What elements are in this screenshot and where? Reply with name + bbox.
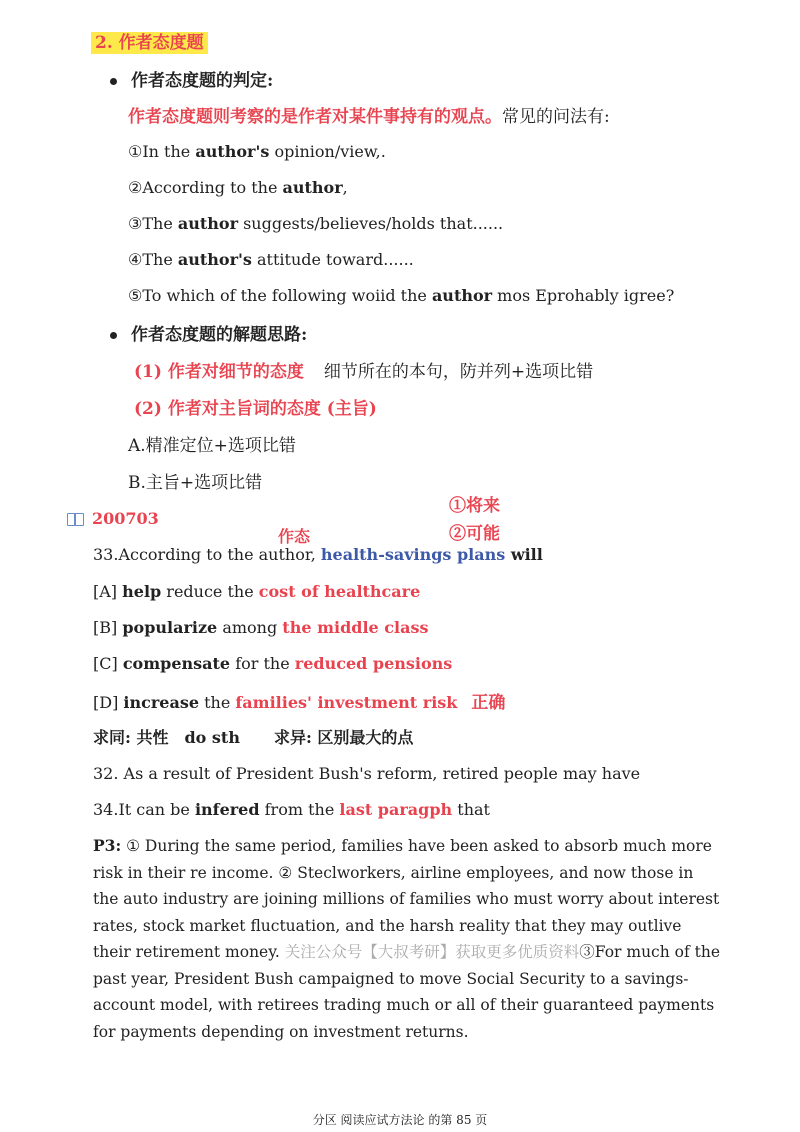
section-title: 2. 作者态度题 xyxy=(91,28,208,53)
question-34: 34.It can be infered from the last paragph that xyxy=(93,800,490,819)
question-form-4: ④The author's attitude toward...... xyxy=(128,250,414,269)
exam-year: 200703 xyxy=(67,509,159,528)
watermark-text: 关注公众号【大叔考研】获取更多优质资料 xyxy=(279,943,580,961)
question-form-1: ①In the author's opinion/view,. xyxy=(128,142,386,161)
question-form-2: ②According to the author, xyxy=(128,178,348,197)
question-form-3: ③The author suggests/believes/holds that...... xyxy=(128,214,504,233)
option-b: [B] popularize among the middle class xyxy=(93,618,429,637)
bullet-icon xyxy=(110,78,117,85)
annotation-author-attitude: 作态 xyxy=(278,527,311,546)
approach-line-2: (2) 作者对主旨词的态度 (主旨) xyxy=(134,399,377,419)
option-a: [A] help reduce the cost of healthcare xyxy=(93,582,421,601)
page-footer: 分区 阅读应试方法论 的第 85 页 xyxy=(312,1113,488,1127)
option-d: [D] increase the families' investment risk 正确 xyxy=(93,693,506,713)
sub-item-a: A.精准定位+选项比错 xyxy=(128,436,296,456)
annotation-future: ①将来 xyxy=(449,496,500,516)
question-32: 32. As a result of President Bush's reform, retired people may have xyxy=(93,764,641,783)
bullet-icon xyxy=(110,332,117,339)
question-form-5: ⑤To which of the following woiid the author mos Eprohably igree? xyxy=(128,286,675,305)
passage-p3: P3: ① During the same period, families have been asked to absorb much more risk in their re income. ② Steclworkers, airline employees, and now those in the auto industry are joining millions of families who must worry about interest rates, stock market fluctuation, and the harsh reality that they may outlive their retirement money. 关注公众号【大叔考研】获取更多优质资料③For much of the past year, President Bush campaigned to move Social Security to a savings-account model, with retirees trading much or all of their guaranteed payments for payments depending on investment returns. xyxy=(93,836,721,1041)
definition-line: 作者态度题则考察的是作者对某件事持有的观点。常见的问法有: xyxy=(128,107,610,127)
book-icon xyxy=(67,513,84,526)
bullet-heading-approach: 作者态度题的解题思路: xyxy=(110,320,307,345)
question-33: 33.According to the author, health-savings plans will xyxy=(93,545,543,564)
annotation-possible: ②可能 xyxy=(449,524,500,544)
correct-tag: 正确 xyxy=(471,693,506,713)
option-c: [C] compensate for the reduced pensions xyxy=(93,654,453,673)
approach-line-1: (1) 作者对细节的态度 细节所在的本句，防并列+选项比错 xyxy=(134,362,594,382)
sub-item-b: B.主旨+选项比错 xyxy=(128,473,263,493)
tip-line: 求同: 共性 do sth 求异: 区别最大的点 xyxy=(93,728,414,747)
bullet-heading-judgement: 作者态度题的判定: xyxy=(110,66,273,91)
